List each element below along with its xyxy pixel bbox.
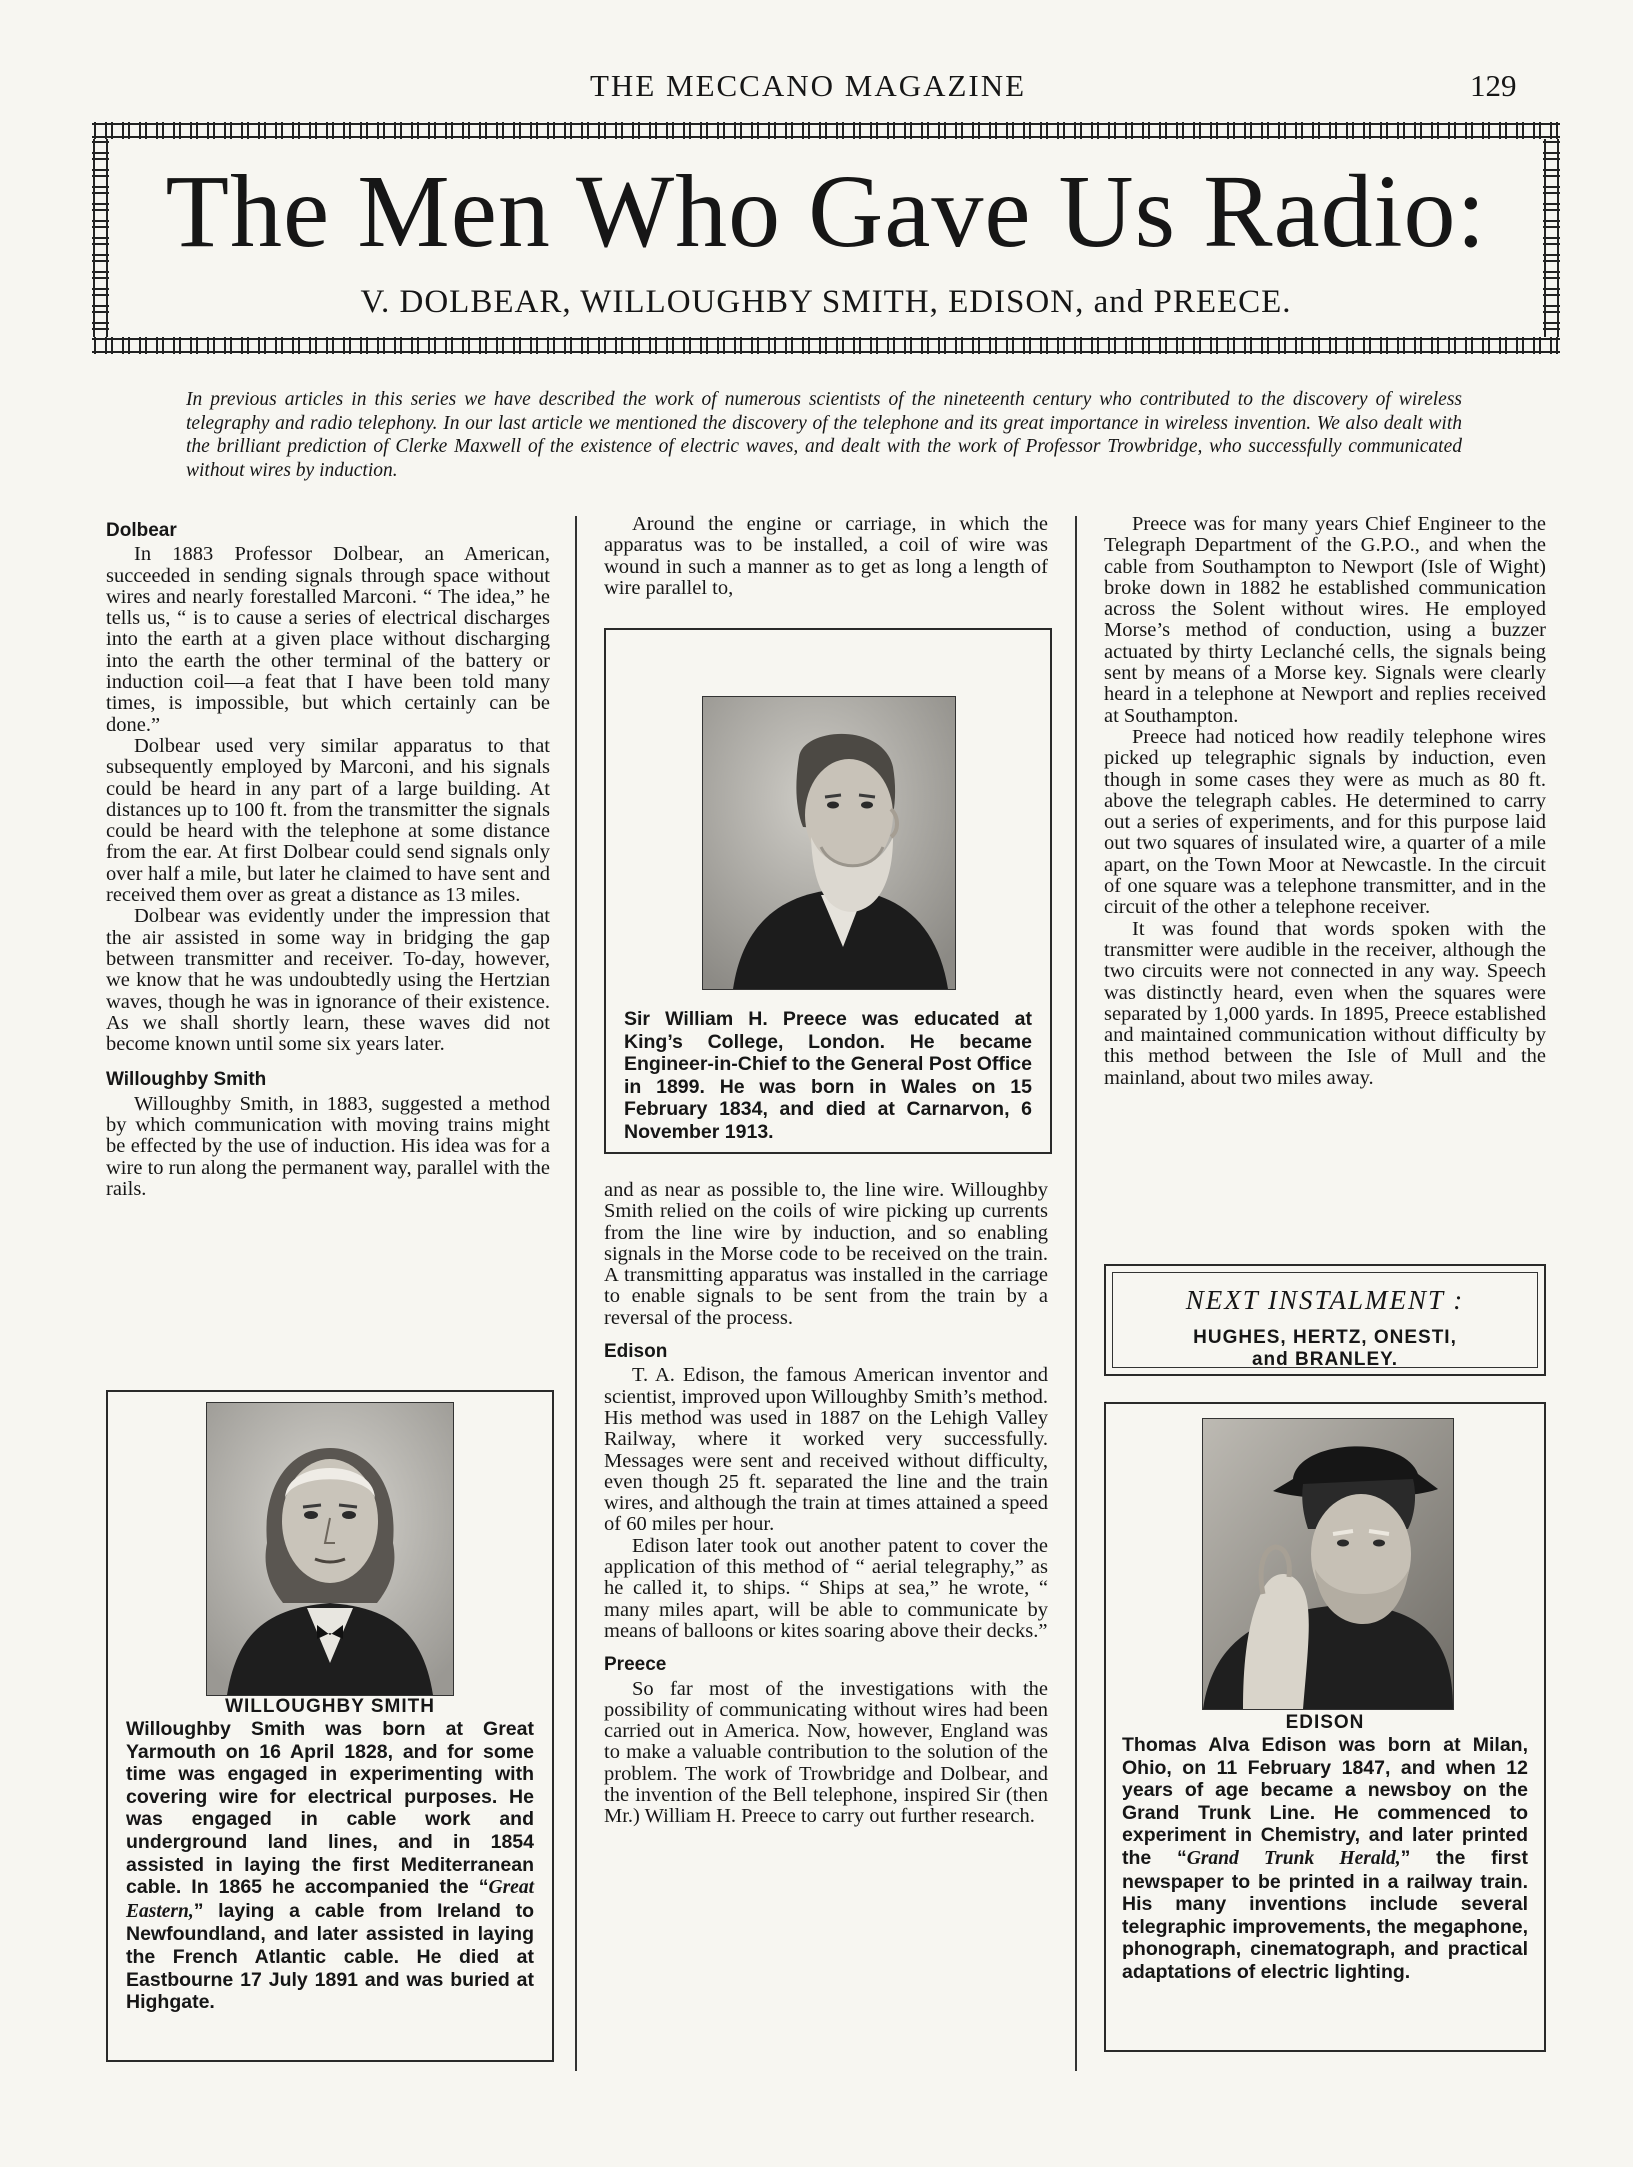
page-number: 129 — [1470, 68, 1517, 103]
section-heading-dolbear: Dolbear — [106, 520, 177, 541]
willoughby-smith-caption: Willoughby Smith was born at Great Yarmouth on 16 April 1828, and for some time was engaged in experimenting with covering wire for electrical purposes. He was engaged in cable work and underground land lines, and in 1854 assisted in laying the first Mediterranean cable. In 1865 he accompanied the “Great Eastern,” laying a cable from Ireland to Newfoundland, and later assisted in laying the French Atlantic cable. He died at Eastbourne 17 July 1891 and was buried at Highgate. — [126, 1718, 534, 2014]
next-instalment-subjects — [1113, 1327, 1537, 1371]
section-heading-willoughby-smith: Willoughby Smith — [106, 1069, 267, 1091]
portrait-name-label: WILLOUGHBY SMITH — [225, 1696, 435, 1717]
paragraph: Preece was for many years Chief Engineer to the Telegraph Department of the G.P.O., and when the cable from Southampton to Newport (Isle of Wight) broke down in 1882 he established communication across the Solent without wires. He employed Morse’s method of conduction, using a buzzer actuated by thirty Leclanché cells, the signals being sent by means of a Morse key. Signals were clearly heard in a telephone at Newport and replies received at Southampton. — [1104, 513, 1546, 727]
preece-portrait — [702, 696, 956, 990]
intro-paragraph: In previous articles in this series we have described the work of numerous scientists of the nineteenth century who contributed to the discovery of wireless telegraphy and radio telephony. In our last article we mentioned the discovery of the telephone and its great importance in wireless invention. We also dealt with the brilliant prediction of Clerke Maxwell of the existence of electric waves, and dealt with the work of Professor Trowbridge, who successfully communicated without wires by induction. — [186, 389, 1462, 481]
willoughby-smith-portrait-box — [106, 1390, 554, 2062]
paragraph: Preece had noticed how readily telephone wires picked up telegraphic signals by induction, even though in some cases they were as much as 80 ft. above the telegraph cables. He determined to carry out a series of experiments, and for this purpose laid out two squares of insulated wire, a quarter of a mile apart, on the Town Moor at Newcastle. In the circuit of one square was a telephone transmitter, and in the circuit of the other a telephone receiver. — [1104, 725, 1546, 919]
next-instalment-subjects-line-1: HUGHES, HERTZ, ONESTI, — [1193, 1327, 1457, 1348]
article-subtitle: V. DOLBEAR, WILLOUGHBY SMITH, EDISON, and PREECE. — [360, 284, 1292, 320]
paragraph: Edison later took out another patent to cover the application of this method of “ aerial telegraphy,” as he called it, to ships. “ Ships at sea,” he wrote, “ many miles apart, will be able to communicate by means of balloons or kites soaring above their decks.” — [604, 1534, 1048, 1642]
column-rule-left — [575, 516, 577, 2071]
frame-bottom-border — [92, 337, 1560, 354]
article-title: The Men Who Gave Us Radio: — [165, 154, 1487, 269]
paragraph: Dolbear used very similar apparatus to that subsequently employed by Marconi, and his signals could be heard in any part of a large building. At distances up to 100 ft. from the transmitter the signals could be heard with the telephone at some distance from the ear. At first Dolbear could send signals only over half a mile, but later he claimed to have sent and received them over as great a distance as 13 miles. — [106, 734, 550, 907]
paragraph: and as near as possible to, the line wire. Willoughby Smith relied on the coils of wire picking up currents from the line wire by induction, and so enabling signals in the Morse code to be received on the train. A transmitting apparatus was installed in the carriage to enable signals to be sent from the train by a reversal of the process. — [604, 1179, 1048, 1329]
paragraph: T. A. Edison, the famous American inventor and scientist, improved upon Willoughby Smith’s method. His method was used in 1887 on the Lehigh Valley Railway, where it worked very successfully. Messages were sent and received without difficulty, even though 25 ft. separated the line and the train wires, and although the train at times attained a speed of 60 miles per hour. — [604, 1364, 1048, 1536]
running-head — [0, 68, 1633, 108]
magazine-title: THE MECCANO MAGAZINE — [590, 68, 1027, 103]
paragraph: Around the engine or carriage, in which the apparatus was to be installed, a coil of wire was wound in such a manner as to get as long a length of wire parallel to, — [604, 513, 1048, 599]
column-2-top — [604, 514, 1048, 599]
column-1 — [106, 514, 550, 1200]
column-3 — [1104, 514, 1546, 1089]
preece-caption: Sir William H. Preece was educated at King’s College, London. He became Engineer-in-Chief to the General Post Office in 1899. He was born in Wales on 15 February 1834, and died at Carnarvon, 6 November 1913. — [624, 1008, 1032, 1143]
portrait-name-label: EDISON — [1285, 1712, 1365, 1733]
next-instalment-subjects-line-2: and BRANLEY. — [1251, 1349, 1399, 1370]
next-instalment-title: NEXT INSTALMENT : — [1185, 1285, 1465, 1315]
column-rule-right — [1075, 516, 1077, 2071]
preece-portrait-box — [604, 628, 1052, 1154]
willoughby-smith-portrait — [206, 1402, 454, 1696]
next-instalment-box — [1104, 1264, 1546, 1376]
next-instalment-inner-frame — [1112, 1272, 1538, 1368]
paragraph: Dolbear was evidently under the impression that the air assisted in some way in bridging the gap between transmitter and receiver. To-day, however, we know that he was undoubtedly using the Hertzian waves, though he was in ignorance of their existence. As we shall shortly learn, these waves did not become known until some six years later. — [106, 905, 550, 1056]
edison-portrait-box — [1104, 1402, 1546, 2052]
paragraph: Willoughby Smith, in 1883, suggested a method by which communication with moving trains might be effected by the use of induction. His idea was for a wire to run along the permanent way, parallel with the rails. — [106, 1092, 550, 1200]
edison-caption: Thomas Alva Edison was born at Milan, Ohio, on 11 February 1847, and when 12 years of age became a newsboy on the Grand Trunk Line. He commenced to experiment in Chemistry, and later printed the “Grand Trunk Herald,” the first newspaper to be printed in a railway train. His many inventions include several telegraphic improvements, the megaphone, phonograph, cinematograph, and practical adaptations of electric lighting. — [1122, 1734, 1528, 1983]
section-heading-edison: Edison — [604, 1341, 668, 1363]
frame-top-border — [92, 122, 1560, 139]
column-2-bottom — [604, 1180, 1048, 1828]
paragraph: In 1883 Professor Dolbear, an American, succeeded in sending signals through space without wires and nearly forestalled Marconi. “ The idea,” he tells us, “ is to cause a series of electrical discharges into the earth at a given place without discharging into the earth the other terminal of the battery or induction coil—a feat that I have been told many times, is impossible, but which certainly can be done.” — [106, 543, 550, 736]
paragraph: So far most of the investigations with the possibility of communicating without wires had been carried out in America. Now, however, England was to make a valuable contribution to the solution of the problem. The work of Trowbridge and Dolbear, and the invention of the Bell telephone, inspired Sir (then Mr.) William H. Preece to carry out further research. — [604, 1677, 1048, 1828]
section-heading-preece: Preece — [604, 1654, 667, 1676]
paragraph: It was found that words spoken with the transmitter were audible in the receiver, although the two circuits were not connected in any way. Speech was distinctly heard, even when the squares were separated by 1,000 yards. In 1895, Preece established and maintained communication without difficulty by this method between the Isle of Mull and the mainland, about two miles away. — [1104, 917, 1546, 1089]
edison-portrait — [1202, 1418, 1454, 1710]
